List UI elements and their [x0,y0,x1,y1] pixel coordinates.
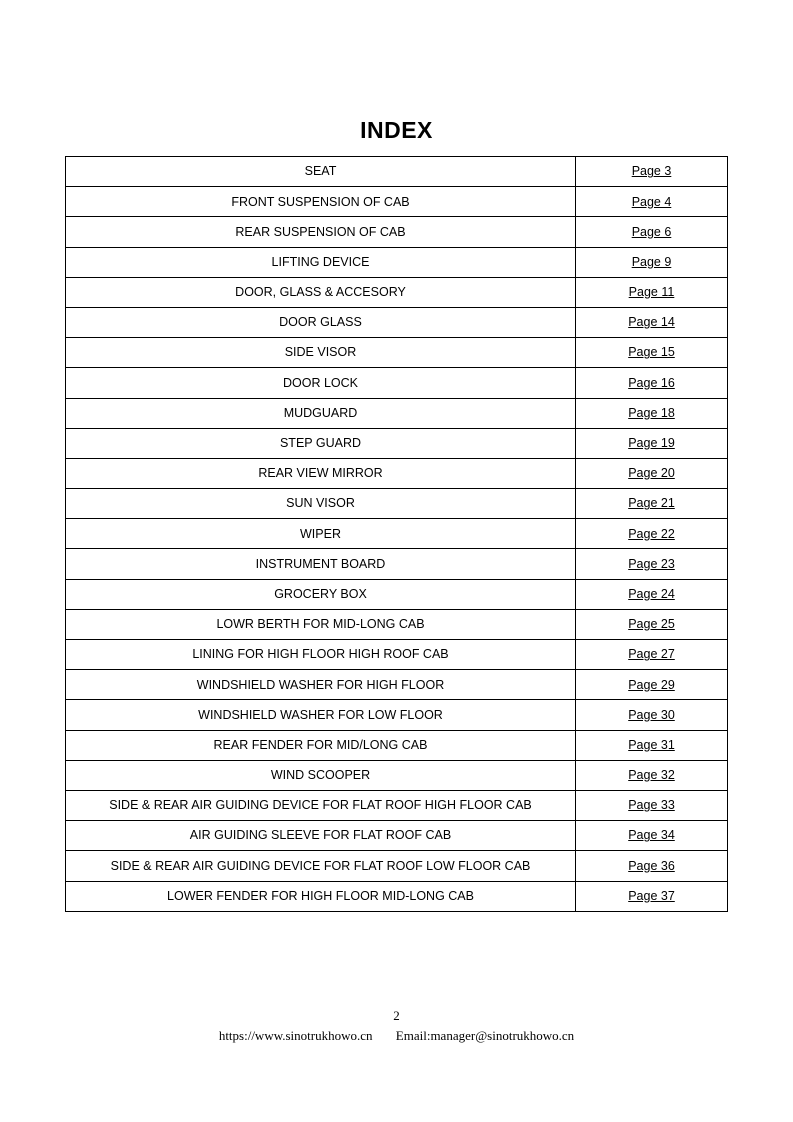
page-link-cell [576,247,728,277]
table-row [66,851,728,881]
page-link-cell [576,307,728,337]
footer-email: Email:manager@sinotrukhowo.cn [395,1028,575,1043]
index-table [65,156,728,912]
page-link-cell [576,338,728,368]
table-row [66,157,728,187]
index-item-label: SUN VISOR [66,489,576,519]
page-link-cell [576,398,728,428]
table-row [66,730,728,760]
footer-website-link[interactable]: https://www.sinotrukhowo.cn [218,1028,373,1043]
page-link[interactable]: Page 32 [628,768,675,783]
page-link-cell [576,609,728,639]
page-link-cell [576,519,728,549]
page-link[interactable]: Page 18 [628,405,675,420]
table-row [66,187,728,217]
table-row [66,307,728,337]
index-item-label: GROCERY BOX [66,579,576,609]
page-link[interactable]: Page 9 [631,254,672,269]
index-item-label: LINING FOR HIGH FLOOR HIGH ROOF CAB [66,640,576,670]
index-item-label: LOWER FENDER FOR HIGH FLOOR MID-LONG CAB [66,881,576,911]
page-link[interactable]: Page 11 [628,285,675,300]
page-link[interactable]: Page 34 [628,828,675,843]
table-row [66,760,728,790]
page-link-cell [576,821,728,851]
table-row [66,670,728,700]
table-row [66,609,728,639]
index-item-label: LOWR BERTH FOR MID-LONG CAB [66,609,576,639]
table-row [66,428,728,458]
page-link-cell [576,851,728,881]
index-item-label: SIDE & REAR AIR GUIDING DEVICE FOR FLAT ROOF HIGH FLOOR CAB [66,790,576,820]
page-link[interactable]: Page 20 [628,466,675,481]
page-link[interactable]: Page 36 [628,858,675,873]
page-link[interactable]: Page 24 [628,586,675,601]
page-link-cell [576,187,728,217]
page-link[interactable]: Page 27 [628,647,675,662]
index-item-label: STEP GUARD [66,428,576,458]
page-link-cell [576,790,728,820]
page-link-cell [576,489,728,519]
table-row [66,247,728,277]
page-link[interactable]: Page 33 [628,798,675,813]
index-item-label: MUDGUARD [66,398,576,428]
page-link-cell [576,670,728,700]
index-item-label: REAR VIEW MIRROR [66,458,576,488]
page-link-cell [576,700,728,730]
index-item-label: INSTRUMENT BOARD [66,549,576,579]
page-link[interactable]: Page 25 [628,617,675,632]
index-item-label: DOOR, GLASS & ACCESORY [66,277,576,307]
index-item-label: WINDSHIELD WASHER FOR LOW FLOOR [66,700,576,730]
page-link-cell [576,760,728,790]
page-link[interactable]: Page 19 [628,436,675,451]
table-row [66,217,728,247]
table-row [66,790,728,820]
page-link[interactable]: Page 31 [628,737,675,752]
table-row [66,821,728,851]
page-link[interactable]: Page 15 [628,345,675,360]
page-link[interactable]: Page 29 [628,677,675,692]
page-link[interactable]: Page 21 [628,496,675,511]
page-link-cell [576,881,728,911]
page-link-cell [576,428,728,458]
index-item-label: WIPER [66,519,576,549]
page-link-cell [576,217,728,247]
page-link-cell [576,458,728,488]
table-row [66,368,728,398]
page-link-cell [576,640,728,670]
index-item-label: LIFTING DEVICE [66,247,576,277]
table-row [66,881,728,911]
index-item-label: DOOR LOCK [66,368,576,398]
page-title: INDEX [360,117,433,143]
page-link-cell [576,579,728,609]
page-link-cell [576,549,728,579]
index-item-label: SIDE VISOR [66,338,576,368]
page-link-cell [576,730,728,760]
index-item-label: DOOR GLASS [66,307,576,337]
table-row [66,579,728,609]
index-item-label: SIDE & REAR AIR GUIDING DEVICE FOR FLAT ROOF LOW FLOOR CAB [66,851,576,881]
index-item-label: FRONT SUSPENSION OF CAB [66,187,576,217]
table-row [66,338,728,368]
index-item-label: SEAT [66,157,576,187]
page-link[interactable]: Page 4 [631,194,672,209]
page-link[interactable]: Page 14 [628,315,675,330]
page-link-cell [576,277,728,307]
table-row [66,700,728,730]
page-link[interactable]: Page 23 [628,556,675,571]
page-link-cell [576,368,728,398]
page-link[interactable]: Page 6 [631,224,672,239]
page-link[interactable]: Page 22 [628,526,675,541]
table-row [66,549,728,579]
table-row [66,458,728,488]
page-link-cell [576,157,728,187]
page-footer [0,1008,793,1044]
page-number: 2 [393,1008,400,1023]
table-row [66,640,728,670]
table-row [66,398,728,428]
footer-line [0,1028,793,1044]
index-item-label: WIND SCOOPER [66,760,576,790]
table-row [66,489,728,519]
index-item-label: WINDSHIELD WASHER FOR HIGH FLOOR [66,670,576,700]
index-item-label: REAR SUSPENSION OF CAB [66,217,576,247]
table-row [66,277,728,307]
page-link[interactable]: Page 3 [631,164,672,179]
index-item-label: REAR FENDER FOR MID/LONG CAB [66,730,576,760]
table-row [66,519,728,549]
page-link[interactable]: Page 16 [628,375,675,390]
page-link[interactable]: Page 37 [628,888,675,903]
index-item-label: AIR GUIDING SLEEVE FOR FLAT ROOF CAB [66,821,576,851]
page-link[interactable]: Page 30 [628,707,675,722]
